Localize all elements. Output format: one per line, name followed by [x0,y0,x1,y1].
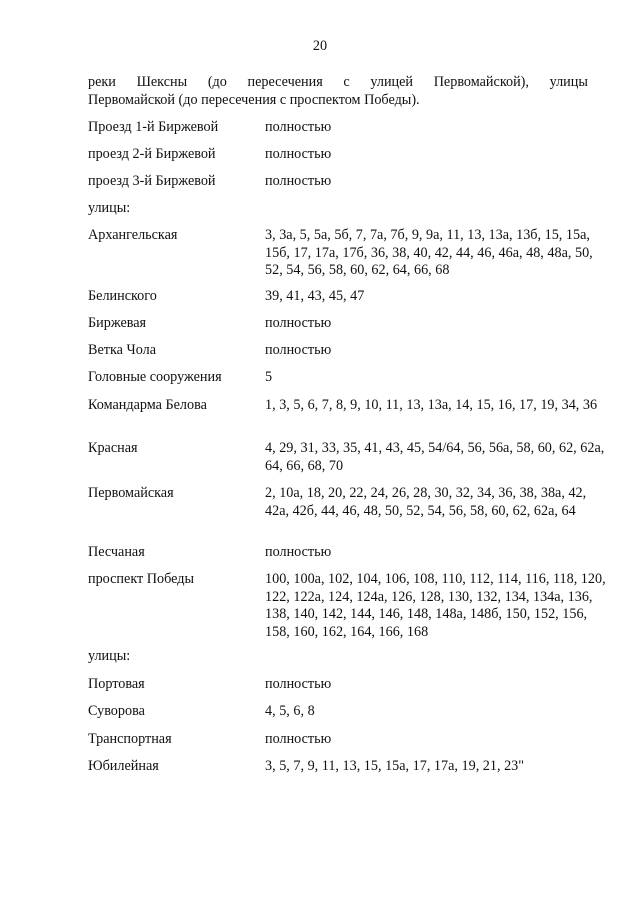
street-name: проезд 3-й Биржевой [88,173,216,189]
street-name: Командарма Белова [88,397,207,413]
street-houses: 1, 3, 5, 6, 7, 8, 9, 10, 11, 13, 13а, 14, 15, 16, 17, 19, 34, 36 [265,397,598,413]
street-name: Белинского [88,288,157,304]
street-houses: 100, 100а, 102, 104, 106, 108, 110, 112, 114, 116, 118, 120, 122, 122а, 124, 124а, 126, 128, 130, 132, 134, 134а, 136, 138, 140, 142, 144, 146, 148, 148а, 148б, 150, 152, 156, 158, 160, 162, 164, 166, 168 [265,571,606,640]
intro-word: реки [88,74,116,90]
page-number: 20 [312,38,328,54]
intro-word: улицы [549,74,588,90]
street-name: Красная [88,440,138,456]
intro-word: (до [207,74,227,90]
street-name: Суворова [88,703,145,719]
intro-line-2: Первомайской (до пересечения с проспектом Победы). [88,91,420,108]
street-houses: полностью [265,544,332,560]
intro-line-1 [88,74,588,92]
street-houses: 4, 29, 31, 33, 35, 41, 43, 45, 54/64, 56, 56а, 58, 60, 62, 62а, 64, 66, 68, 70 [265,440,605,474]
street-houses: 3, 3а, 5, 5а, 5б, 7, 7а, 7б, 9, 9а, 11, 13, 13а, 13б, 15, 15а, 15б, 17, 17а, 17б, 36, 38, 40, 42, 44, 46, 46а, 48, 48а, 50, 52, 54, 56, 58, 60, 62, 64, 66, 68 [265,227,593,279]
intro-word: Шексны [136,74,188,90]
street-houses: полностью [265,342,332,358]
street-houses: полностью [265,119,332,135]
street-name: Песчаная [88,544,145,560]
intro-word: пересечения [247,74,323,90]
intro-word: улицей [370,74,414,90]
street-houses: 4, 5, 6, 8 [265,703,315,719]
street-name: Ветка Чола [88,342,156,358]
intro-word: с [343,74,350,90]
street-houses: полностью [265,173,332,189]
street-name: Проезд 1-й Биржевой [88,119,219,135]
intro-word: Первомайской), [433,74,529,90]
street-houses: 3, 5, 7, 9, 11, 13, 15, 15а, 17, 17а, 19, 21, 23" [265,758,525,774]
section-label: улицы: [88,200,131,216]
street-name: Первомайская [88,485,174,501]
street-name: Головные сооружения [88,369,222,385]
street-name: Архангельская [88,227,178,243]
street-name: Транспортная [88,731,172,747]
street-houses: полностью [265,146,332,162]
street-houses: 2, 10а, 18, 20, 22, 24, 26, 28, 30, 32, 34, 36, 38, 38а, 42, 42а, 42б, 44, 46, 48, 50, 52, 54, 56, 58, 60, 62, 62а, 64 [265,485,587,519]
street-houses: полностью [265,731,332,747]
street-name: Биржевая [88,315,147,331]
street-name: Портовая [88,676,145,692]
street-name: Юбилейная [88,758,159,774]
street-houses: полностью [265,676,332,692]
intro-paragraph [88,74,588,109]
street-houses: 5 [265,369,273,385]
section-label: улицы: [88,648,131,664]
street-name: проезд 2-й Биржевой [88,146,216,162]
street-name: проспект Победы [88,571,195,587]
street-houses: полностью [265,315,332,331]
street-houses: 39, 41, 43, 45, 47 [265,288,365,304]
